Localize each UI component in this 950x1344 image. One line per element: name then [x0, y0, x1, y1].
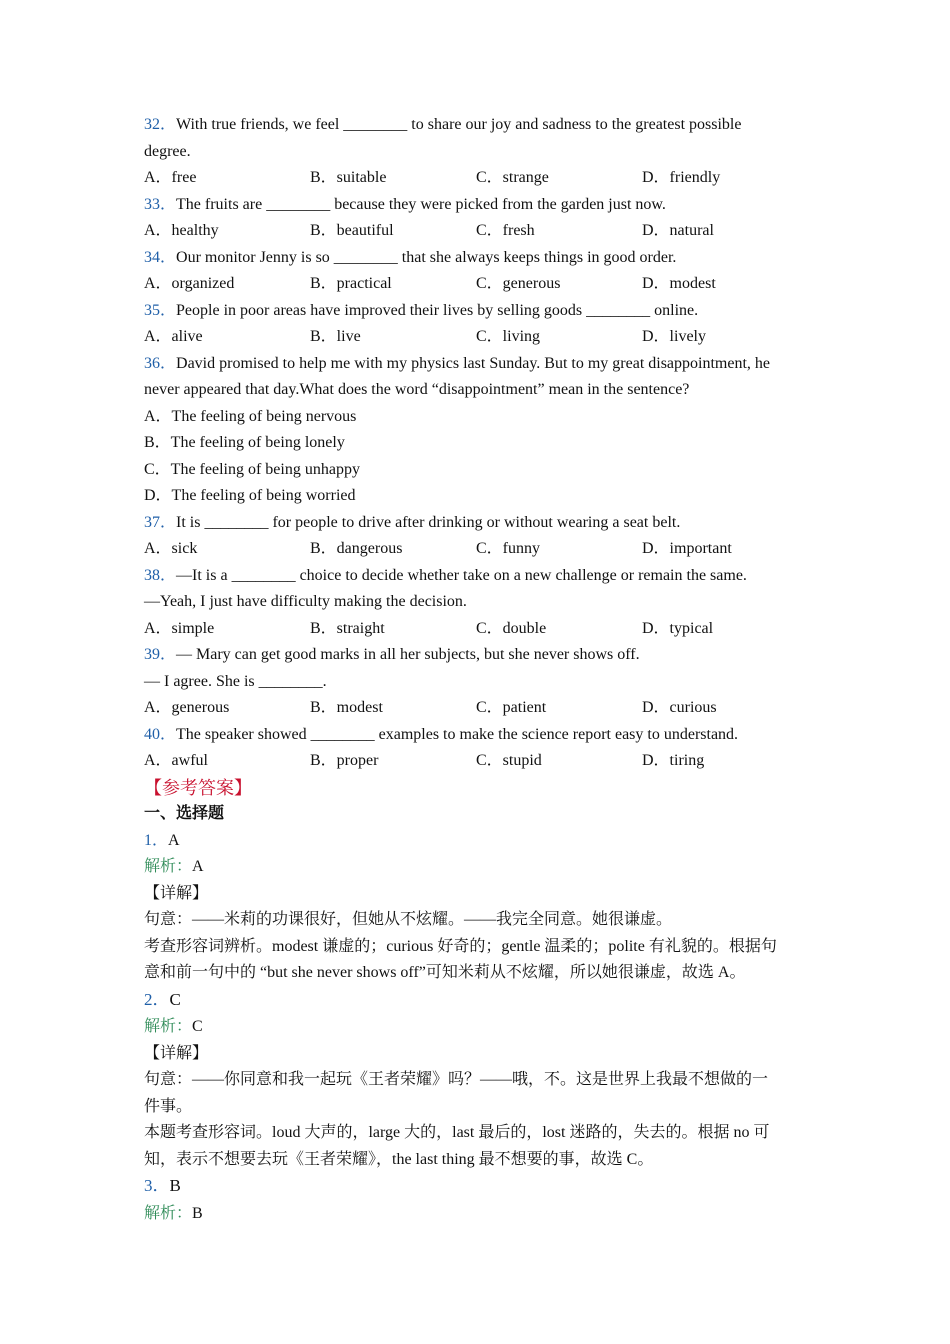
question-34 — [144, 245, 809, 298]
question-stem: The speaker showed ________ examples to make the science report easy to understand. — [176, 725, 739, 743]
option-row — [144, 536, 809, 563]
question-number: 36． — [144, 354, 177, 372]
detail-line: 件事。 — [144, 1097, 193, 1115]
detail-line: 本题考查形容词。loud 大声的，large 大的，last 最后的，lost 迷路的，失去的。根据 no 可 — [144, 1124, 770, 1141]
option-c: C．funny — [476, 540, 541, 557]
question-35 — [144, 298, 809, 351]
option-row — [144, 165, 809, 192]
option-a: A．alive — [144, 328, 203, 345]
document-content — [144, 112, 809, 1227]
question-number: 37． — [144, 513, 177, 531]
question-stem: People in poor areas have improved their lives by selling goods ________ online. — [176, 301, 699, 319]
detail-line: 考查形容词辨析。modest 谦虚的；curious 好奇的；gentle 温柔的；polite 有礼貌的。根据句 — [144, 937, 777, 955]
option-c: C．fresh — [476, 222, 535, 239]
analysis-value: A — [192, 858, 204, 875]
answer-value: C — [169, 989, 181, 1009]
option-row — [144, 695, 809, 722]
option-b: B．suitable — [310, 169, 387, 186]
option-d: D．curious — [642, 699, 717, 716]
answer-value: B — [169, 1176, 181, 1195]
question-number: 34． — [144, 248, 177, 266]
option-d: D．lively — [642, 328, 706, 345]
option-d: D．modest — [642, 275, 716, 292]
answer-3 — [144, 1173, 809, 1227]
option-row — [144, 616, 809, 643]
option-a: A．The feeling of being nervous — [144, 407, 357, 425]
option-d: D．friendly — [642, 169, 721, 186]
question-stem-continued: degree. — [144, 142, 191, 160]
analysis-label: 解析： — [144, 858, 193, 875]
option-c: C．generous — [476, 275, 561, 292]
detail-line: 句意：——米莉的功课很好，但她从不炫耀。——我完全同意。她很谦虚。 — [144, 911, 673, 928]
question-number: 40． — [144, 725, 177, 743]
option-b: B．live — [310, 328, 361, 345]
option-b: B．dangerous — [310, 540, 403, 557]
option-d: D．The feeling of being worried — [144, 487, 356, 504]
question-number: 35． — [144, 301, 177, 319]
analysis-value: B — [192, 1204, 203, 1222]
question-number: 38． — [144, 566, 177, 584]
option-row — [144, 324, 809, 351]
question-stem: —It is a ________ choice to decide whether take on a new challenge or remain the same. — [176, 566, 747, 584]
option-c: C．strange — [476, 169, 549, 186]
option-a: A．organized — [144, 275, 235, 292]
option-a: A．healthy — [144, 222, 219, 239]
question-40 — [144, 722, 809, 775]
question-37 — [144, 510, 809, 563]
option-b: B．proper — [310, 752, 379, 769]
detail-line: 句意：——你同意和我一起玩《王者荣耀》吗？——哦，不。这是世界上我最不想做的一 — [144, 1071, 769, 1088]
question-stem: David promised to help me with my physics last Sunday. But to my great disappointment, he — [176, 354, 771, 372]
answer-number: 1． — [144, 831, 169, 849]
question-stem: With true friends, we feel ________ to share our joy and sadness to the greatest possible — [176, 116, 742, 133]
option-b: B．practical — [310, 275, 392, 292]
question-stem: — Mary can get good marks in all her subjects, but she never shows off. — [176, 646, 640, 663]
analysis-label: 解析： — [144, 1018, 193, 1035]
detail-line: 意和前一句中的 “but she never shows off”可知米莉从不炫耀，所以她很谦虚，故选 A。 — [144, 964, 746, 981]
question-number: 39． — [144, 646, 177, 663]
option-d: D．typical — [642, 619, 714, 637]
detail-label: 【详解】 — [144, 884, 209, 902]
question-38 — [144, 563, 809, 643]
question-stem: It is ________ for people to drive after drinking or without wearing a seat belt. — [176, 513, 681, 531]
answer-1 — [144, 828, 809, 987]
option-b: B．modest — [310, 699, 383, 716]
question-36 — [144, 351, 809, 510]
option-row — [144, 218, 809, 245]
answer-number: 3． — [144, 1176, 170, 1195]
question-39 — [144, 642, 809, 722]
answer-value: A — [168, 831, 180, 849]
answer-number: 2． — [144, 989, 170, 1009]
question-stem-continued: — I agree. She is ________. — [144, 672, 327, 690]
option-a: A．generous — [144, 699, 230, 716]
analysis-label: 解析： — [144, 1204, 193, 1222]
question-stem-continued: never appeared that day.What does the word “disappointment” mean in the sentence? — [144, 381, 690, 398]
analysis-value: C — [192, 1018, 203, 1035]
question-stem-continued: —Yeah, I just have difficulty making the decision. — [144, 593, 467, 610]
option-a: A．sick — [144, 540, 198, 557]
question-number: 33． — [144, 195, 177, 213]
option-row — [144, 748, 809, 775]
option-c: C．The feeling of being unhappy — [144, 460, 360, 478]
option-a: A．awful — [144, 752, 208, 769]
question-stem: The fruits are ________ because they were picked from the garden just now. — [176, 195, 666, 213]
option-d: D．important — [642, 540, 732, 557]
detail-label: 【详解】 — [144, 1044, 209, 1062]
option-c: C．double — [476, 619, 547, 637]
answer-2 — [144, 987, 809, 1174]
option-b: B．beautiful — [310, 222, 394, 239]
option-d: D．natural — [642, 222, 714, 239]
option-b: B．straight — [310, 619, 385, 637]
detail-line: 知，表示不想要去玩《王者荣耀》，the last thing 最不想要的事，故选 C。 — [144, 1150, 654, 1168]
option-c: C．stupid — [476, 752, 542, 769]
option-c: C．patient — [476, 699, 547, 716]
option-row — [144, 271, 809, 298]
option-b: B．The feeling of being lonely — [144, 434, 345, 451]
option-a: A．simple — [144, 619, 215, 637]
option-d: D．tiring — [642, 752, 705, 769]
question-32 — [144, 112, 809, 192]
option-c: C．living — [476, 328, 541, 345]
section-heading: 一、选择题 — [144, 805, 225, 822]
answers-heading: 【参考答案】 — [144, 777, 252, 798]
question-33 — [144, 192, 809, 245]
question-number: 32． — [144, 116, 177, 133]
question-stem: Our monitor Jenny is so ________ that she always keeps things in good order. — [176, 248, 677, 266]
option-a: A．free — [144, 169, 197, 186]
